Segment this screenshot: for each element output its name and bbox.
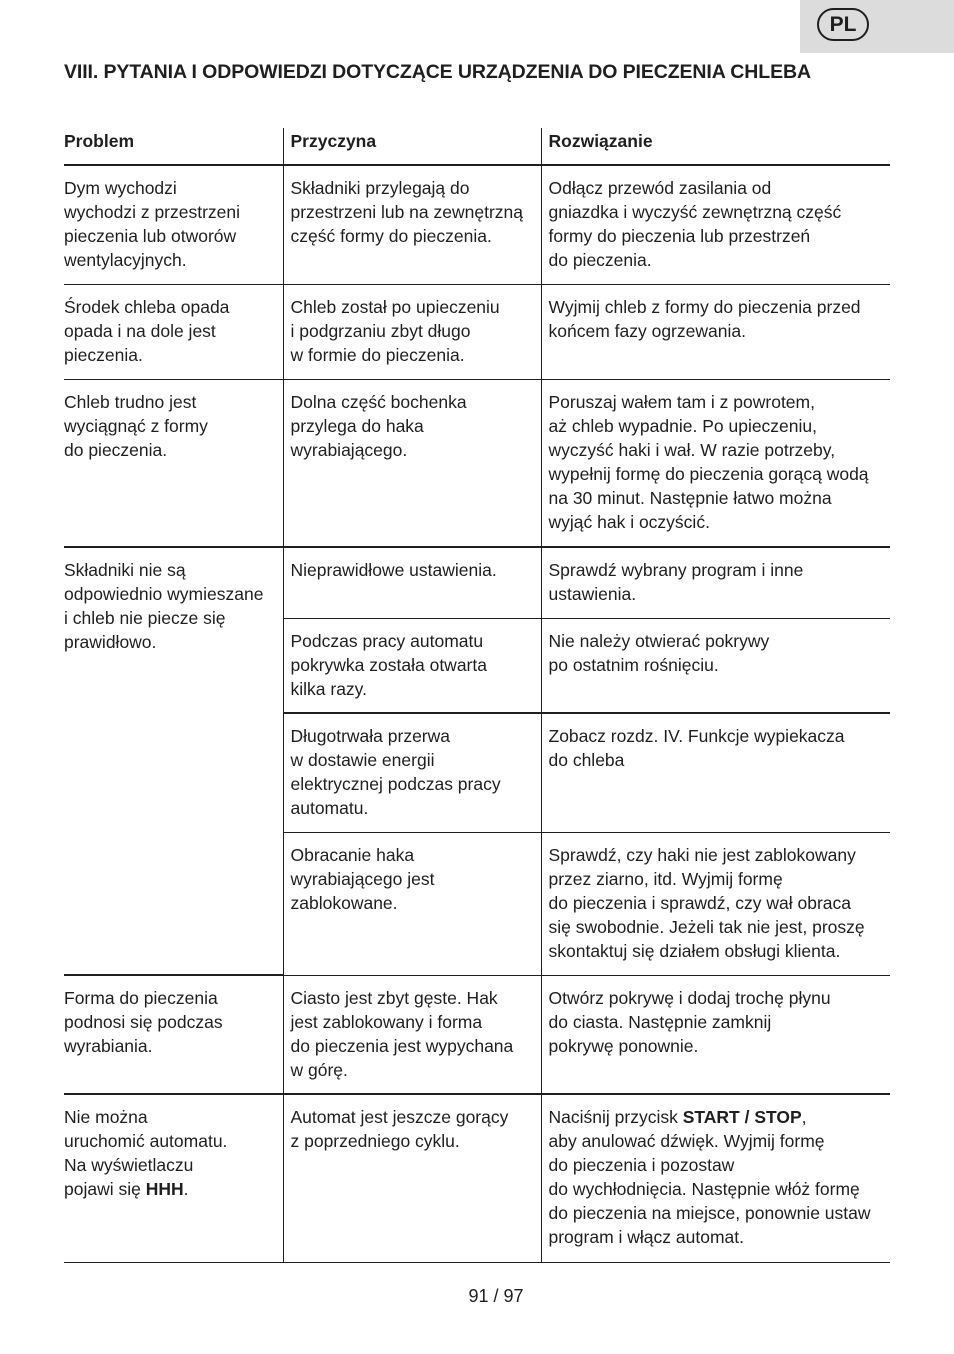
cause-cell: Chleb został po upieczeniu i podgrzaniu zbyt długo w formie do pieczenia. xyxy=(283,284,541,379)
solution-cell: Nie należy otwierać pokrywy po ostatnim rośnięciu. xyxy=(541,618,890,713)
start-stop-label: START / STOP xyxy=(682,1107,802,1127)
problem-cell: Dym wychodzi wychodzi z przestrzeni pieczenia lub otworów wentylacyjnych. xyxy=(64,165,283,284)
header-cause: Przyczyna xyxy=(283,128,541,165)
problem-cell: Forma do pieczenia podnosi się podczas wyrabiania. xyxy=(64,975,283,1094)
solution-cell: Sprawdź wybrany program i inne ustawienia. xyxy=(541,547,890,618)
cause-cell: Dolna część bochenka przylega do haka wyrabiającego. xyxy=(283,379,541,547)
solution-cell: Naciśnij przycisk START / STOP, aby anulować dźwięk. Wyjmij formę do pieczenia i pozostaw do wychłodnięcia. Następnie włóż formę do pieczenia na miejsce, ponownie ustaw program i włącz automat. xyxy=(541,1094,890,1262)
problem-cell: Środek chleba opada opada i na dole jest pieczenia. xyxy=(64,284,283,379)
table-row xyxy=(64,284,890,379)
cause-cell: Nieprawidłowe ustawienia. xyxy=(283,547,541,618)
table-row xyxy=(64,975,890,1094)
problem-cell: Chleb trudno jest wyciągnąć z formy do pieczenia. xyxy=(64,379,283,547)
cause-cell: Obracanie haka wyrabiającego jest zablokowane. xyxy=(283,832,541,975)
language-badge: PL xyxy=(817,8,869,41)
faq-table xyxy=(64,128,890,1263)
table-row xyxy=(64,165,890,284)
cause-cell: Podczas pracy automatu pokrywka została otwarta kilka razy. xyxy=(283,618,541,713)
table-header-row xyxy=(64,128,890,165)
solution-cell: Wyjmij chleb z formy do pieczenia przed końcem fazy ogrzewania. xyxy=(541,284,890,379)
table-row xyxy=(64,1094,890,1262)
cause-cell: Automat jest jeszcze gorący z poprzedniego cyklu. xyxy=(283,1094,541,1262)
table-row xyxy=(64,547,890,618)
language-tab xyxy=(800,0,954,53)
error-code: HHH xyxy=(145,1179,184,1199)
cause-cell: Ciasto jest zbyt gęste. Hak jest zablokowany i forma do pieczenia jest wypychana w górę. xyxy=(283,975,541,1094)
problem-cell: Nie można uruchomić automatu. Na wyświetlaczu pojawi się HHH. xyxy=(64,1094,283,1262)
page-title: VIII. PYTANIA I ODPOWIEDZI DOTYCZĄCE URZĄDZENIA DO PIECZENIA CHLEBA xyxy=(64,61,811,83)
table-row xyxy=(64,379,890,547)
cause-cell: Długotrwała przerwa w dostawie energii elektrycznej podczas pracy automatu. xyxy=(283,713,541,832)
solution-cell: Otwórz pokrywę i dodaj trochę płynu do ciasta. Następnie zamknij pokrywę ponownie. xyxy=(541,975,890,1094)
header-problem: Problem xyxy=(64,128,283,165)
page-number: 91 / 97 xyxy=(468,1286,524,1306)
solution-cell: Sprawdź, czy haki nie jest zablokowany przez ziarno, itd. Wyjmij formę do pieczenia i sprawdź, czy wał obraca się swobodnie. Jeżeli tak nie jest, proszę skontaktuj się działem obsługi klienta. xyxy=(541,832,890,975)
solution-cell: Odłącz przewód zasilania od gniazdka i wyczyść zewnętrzną część formy do pieczenia lub przestrzeń do pieczenia. xyxy=(541,165,890,284)
solution-cell: Poruszaj wałem tam i z powrotem, aż chleb wypadnie. Po upieczeniu, wyczyść haki i wał. W razie potrzeby, wypełnij formę do pieczenia gorącą wodą na 30 minut. Następnie łatwo można wyjąć hak i oczyścić. xyxy=(541,379,890,547)
problem-cell: Składniki nie są odpowiednio wymieszane i chleb nie piecze się prawidłowo. xyxy=(64,547,283,975)
header-solution: Rozwiązanie xyxy=(541,128,890,165)
solution-cell: Zobacz rozdz. IV. Funkcje wypiekacza do chleba xyxy=(541,713,890,832)
cause-cell: Składniki przylegają do przestrzeni lub na zewnętrzną część formy do pieczenia. xyxy=(283,165,541,284)
